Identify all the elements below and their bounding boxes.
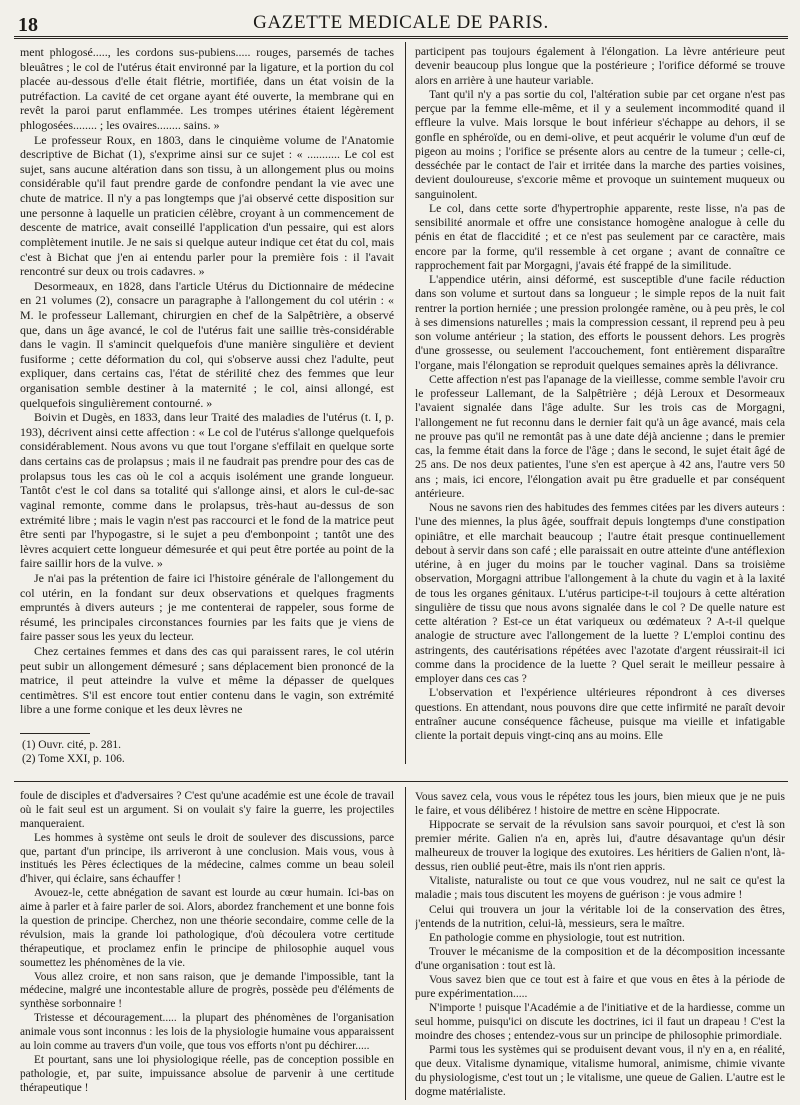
paragraph: Cette affection n'est pas l'apanage de la vieillesse, comme semble l'avoir cru le professeur Lallemant, de la Salpêtrière ; déjà Leroux et Desormeaux l'avaient signalée dans l'âge adulte. Sur les trois cas de Morgagni, l'allongement ne fut reconnu dans le dernier fait qu'à un âge avancé, mais cela ne prouve pas qu'il ne remontât pas à une date déjà ancienne ; dans le premier cas, la femme était dans la force de l'âge ; dans le second, le sujet était âgé de 25 ans. De nos deux patientes, l'une s'en est aperçue à 42 ans, l'autre vers 50 ans ; mais, ici encore, l'élongation avait pu être graduelle et par conséquent antérieure. — [415, 372, 785, 500]
paragraph: Desormeaux, en 1828, dans l'article Utérus du Dictionnaire de médecine en 21 volumes (2), consacre un paragraphe à l'allongement du col utérin : « M. le professeur Lallemant, chirurgien en chef de la Salpêtrière, a observé que, dans un âge avancé, le col de l'utérus fait une saillie très-considérable dans le vagin. Il s'amincit quelquefois d'une manière singulière et devient fusiforme ; cette déformation du col, qui s'observe aussi chez l'adulte, peut expliquer, dans certains cas, l'état de stérilité chez des femmes que leur organisation semble destiner à la maternité ; le col, ainsi allongé, est quelquefois singulièrement contourné. » — [20, 278, 394, 410]
paragraph: Tristesse et découragement..... la plupart des phénomènes de l'organisation animale vous sont inconnus : les lois de la physiologie humaine vous apparaissent au loin comme au travers d'un voile, que tous vos efforts n'ont pu déchirer..... — [20, 1012, 394, 1053]
footnote-2: (2) Tome XXI, p. 106. — [22, 753, 125, 765]
paragraph: Les hommes à système ont seuls le droit de soulever des discussions, parce que, partant d'un principe, ils arriveront à une conclusion. Mais vous, vous à institués les Pères éclectiques de la médecine, calmes comme un beau soleil d'hiver, qui éclaire, sans échauffer ! — [20, 831, 394, 886]
paragraph: N'importe ! puisque l'Académie a de l'initiative et de la hardiesse, comme un seul homme, puisqu'ici on discute les doctrines, ici il faut un drapeau ! C'est la moindre des choses ; entendez-vous sur un principe de philosophie primordiale. — [415, 1001, 785, 1043]
feuilleton-column-right — [415, 790, 785, 1100]
paragraph: Avouez-le, cette abnégation de savant est lourde au cœur humain. Ici-bas on aime à parler et à faire parler de soi. Alors, abordez franchement et une bonne fois la question de principe. Cherchez, non une théorie secondaire, comme celle de la révulsion, mais la grande loi pathologique, d'où découlera votre certitude thérapeutique, et proclamez enfin le principe de philosophie auquel vous soumettez les phénomènes de la vie. — [20, 887, 394, 969]
paragraph: Boivin et Dugès, en 1833, dans leur Traité des maladies de l'utérus (t. I, p. 193), décrivent ainsi cette affection : « Le col de l'utérus s'allonge quelquefois considérablement. Nous avons vu que tout l'organe s'effilait en quelque sorte dans certains cas de prolapsus ; mais il ne faudrait pas prendre pour des cas de prolapsus tous les cas où le col a acquis isolément une grande longueur. Tantôt c'est le col dans sa totalité qui s'allonge ainsi, et alors le cul-de-sac vaginal remonte, comme dans le prolapsus, très-haut au-dessus de son extrémité libre ; mais le vagin n'est pas raccourci et le fond de la matrice peut être senti par l'hypogastre, si le sujet a peu d'embonpoint ; tantôt une des lèvres acquiert cette longueur démesurée et qui peut être portée au point de la faire saillir hors de la vulve. » — [20, 410, 394, 571]
footnote-1: (1) Ouvr. cité, p. 281. — [22, 739, 122, 751]
page-title: GAZETTE MEDICALE DE PARIS. — [253, 12, 549, 33]
paragraph: Le professeur Roux, en 1803, dans le cinquième volume de l'Anatomie descriptive de Bichat (1), s'exprime ainsi sur ce sujet : « ........... Le col est sujet, sans aucune altération dans son tissu, à un allongement plus ou moins considérable qu'il faut prendre garde de confondre pendant la vie avec une chute de matrice. Il n'y a pas longtemps que j'ai observé cette disposition sur une personne à laquelle un praticien célèbre, croyant à un commencement de descente de matrice, avait conseillé l'application d'un pessaire, qui est alors complètement inutile. Je ne sais si quelque auteur indique cet état du col, mais c'est à Bichat que j'en ai entendu parler pour la première fois : il l'avait rencontré sur deux ou trois cadavres. » — [20, 132, 394, 279]
paragraph: Vous savez cela, vous vous le répétez tous les jours, bien mieux que je ne puis le faire, et vous délibérez ! histoire de mettre en scène Hippocrate. — [415, 791, 785, 818]
section-separator — [14, 781, 788, 782]
article-column-right — [415, 45, 785, 765]
paragraph: foule de disciples et d'adversaires ? C'est qu'une académie est une école de travail où le fait seul est un argument. Si on voulait s'y faire la guerre, les projectiles manqueraient. — [20, 790, 394, 830]
paragraph: Hippocrate se servait de la révulsion sans savoir pourquoi, et c'est là son premier mérite. Galien n'a en, après lui, d'autre désavantage qu'un désir malheureux de trouver la logique des exutoires. Les héritiers de Galien n'ont, là-dessus, rien oublié peut-être, mais ils n'ont rien appris. — [415, 819, 785, 874]
paragraph: Tant qu'il n'y a pas sortie du col, l'altération subie par cet organe n'est pas perçue par la femme elle-même, et il y a seulement incommodité quand il effleure la vulve. Mais lorsque le bout inférieur s'échappe au dehors, il se gonfle en sphéroïde, ou en demi-olive, et peut acquérir le volume d'un œuf de pigeon au moins ; l'orifice se présente alors au centre de la tumeur ; celle-ci, desséchée par le contact de l'air et irritée dans la marche des parties voisines, devient douloureuse, s'excorie même et provoque un suintement muqueux ou sanguinolent. — [415, 87, 785, 201]
article-column-left — [20, 45, 394, 723]
paragraph: ment phlogosé....., les cordons sus-pubiens..... rouges, parsemés de taches bleuâtres ; le col de l'utérus était environné par la ligature, et la portion du col placée au-dessous d'elle était flétrie, mortifiée, dans un état voisin de la putréfaction. La cavité de cet organe ayant été ouverte, la membrane qui en revêt la paroi parut enflammée. Les trompes utérines étaient légèrement phlogosées........ ; les ovaires........ sains. » — [20, 45, 394, 133]
paragraph: Chez certaines femmes et dans des cas qui paraissent rares, le col utérin peut subir un allongement démesuré ; sans déplacement bien prononcé de la matrice, il peut atteindre la vulve et même la dépasser de quelques centimètres. S'il est encore tout entier contenu dans le vagin, son extrémité libre a une forme conique et les deux lèvres ne — [20, 643, 394, 717]
paragraph: Parmi tous les systèmes qui se produisent devant vous, il n'y en a, en réalité, que deux. Vitalisme dynamique, vitalisme humoral, animisme, chimie vivante du physiologisme, c'est tout un ; le vitalisme, une queue de Galien. L'autre est le dogme matérialiste. — [415, 1044, 785, 1099]
paragraph: Trouver le mécanisme de la composition et de la décomposition incessante d'une organisation : tout est là. — [415, 945, 785, 972]
paragraph: Je n'ai pas la prétention de faire ici l'histoire générale de l'allongement du col utérin, en la fondant sur deux observations et quelques fragments empruntés à divers auteurs ; je me contenterai de rappeler, sous forme de résumé, les principales circonstances fournies par les faits que je viens de faire passer sous les yeux du lecteur. — [20, 570, 394, 644]
page-number: 18 — [18, 14, 38, 36]
paragraph: L'appendice utérin, ainsi déformé, est susceptible d'une facile réduction dans son volume et surtout dans sa longueur ; le simple repos de la nuit fait rentrer la portion herniée ; une pression prolongée ramène, ou à peu près, le col à ses dimensions naturelles ; mais la compression cessant, il reprend peu à peu son volume antérieur ; la station, des efforts le poussent dehors. Les progrès d'une grossesse, ou seulement l'accouchement, font entièrement disparaître l'organe, mais l'élongation se reproduit quelques semaines après la délivrance. — [415, 273, 785, 372]
paragraph: Vous savez bien que ce tout est à faire et que vous en êtes à la période de pure expérimentation..... — [415, 973, 785, 1000]
paragraph: Et pourtant, sans une loi physiologique réelle, pas de conception possible en pathologie, et, par suite, impuissance absolue de parvenir à une certitude thérapeutique ! — [20, 1053, 394, 1094]
column-rule-bottom — [405, 787, 406, 1100]
paragraph: Le col, dans cette sorte d'hypertrophie apparente, reste lisse, n'a pas de sensibilité anormale et offre une consistance homogène analogue à celle du pénis en état de flaccidité ; et ce n'est pas seulement par ce caractère, mais encore par la forme, qu'il ressemble à cet organe ; avant de connaître ce rapprochement fait par Morgagni, j'avais été frappé de la similitude. — [415, 201, 785, 272]
page-header — [14, 6, 788, 39]
paragraph: participent pas toujours également à l'élongation. La lèvre antérieure peut devenir beaucoup plus longue que la postérieure ; l'orifice déformé se trouve alors en arrière à une hauteur variable. — [415, 45, 785, 87]
paragraph: L'observation et l'expérience ultérieures répondront à ces diverses questions. En attendant, nous pouvons dire que cette infirmité ne paraît devoir entraîner aucune conséquence fâcheuse, puisque ma vieille et infatigable cliente la portait depuis vingt-cinq ans au moins. Elle — [415, 686, 785, 742]
column-rule-top — [405, 42, 406, 764]
paragraph: Nous ne savons rien des habitudes des femmes citées par les divers auteurs : l'une des miennes, la plus âgée, souffrait depuis longtemps d'une constipation opiniâtre, et elle marchait beaucoup ; l'autre était presque continuellement debout à servir dans son café ; elle paraissait en outre atteinte d'une antéflexion utérine, à en juger du moins par le toucher vaginal. Dans sa troisième observation, Morgagni attribue l'allongement à la chute du vagin et à la laxité de tous les organes génitaux. L'utérus participe-t-il toujours à cette altération singulière de tissu que nous avons signalée dans le col ? De quelle nature est cette altération ? Est-ce un état variqueux ou œdémateux ? A-t-il quelque analogie de structure avec l'allongement de la luette ? L'emploi continu des astringents, des cautérisations répétées avec l'azotate d'argent réussirait-il ici comme dans la procidence de la luette ? Quel serait le meilleur pessaire à employer dans ces cas ? — [415, 501, 785, 685]
paragraph: Vous allez croire, et non sans raison, que je demande l'impossible, tant la médecine, malgré une incontestable allure de progrès, possède peu d'éléments de synthèse sorbonnaire ! — [20, 970, 394, 1011]
paragraph: Vitaliste, naturaliste ou tout ce que vous voudrez, nul ne sait ce qu'est la maladie ; mais tous discutent les moyens de guérison : je vous admire ! — [415, 875, 785, 902]
paragraph: Celui qui trouvera un jour la véritable loi de la conservation des êtres, j'entends de la nutrition, celui-là, messieurs, sera le maître. — [415, 903, 785, 930]
paragraph: En pathologie comme en physiologie, tout est nutrition. — [429, 931, 685, 944]
feuilleton-column-left — [20, 790, 394, 1100]
footnote-separator — [20, 733, 90, 734]
